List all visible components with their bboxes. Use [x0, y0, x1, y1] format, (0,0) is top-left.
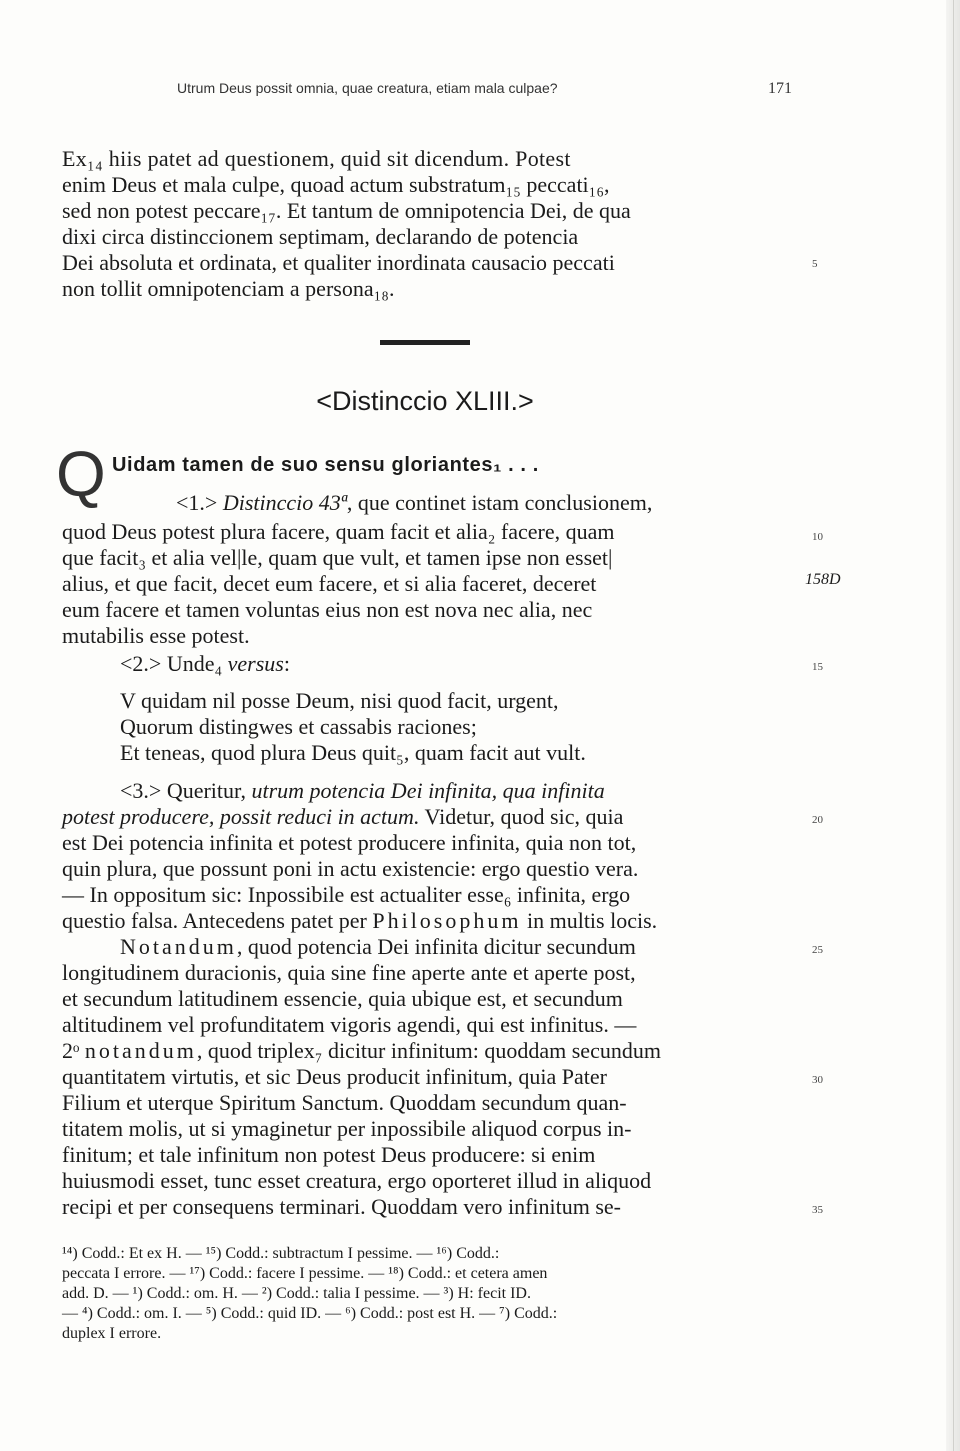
para1-line-3: sed non potest peccare₁₇. Et tantum de omnipotencia Dei, de qua [62, 198, 631, 223]
sec3-marker: <3.> [120, 778, 162, 803]
notandum-word-2: notandum [84, 1038, 197, 1063]
sec1-line-4: alius, et que facit, decet eum facere, et si alia faceret, deceret [62, 571, 597, 596]
sec3-line-1 [120, 778, 800, 804]
para1-line-2: enim Deus et mala culpe, quoad actum substratum₁₅ peccati₁₆, [62, 172, 610, 197]
line-number-5: 5 [812, 258, 818, 270]
notandum-line-7: Filium et uterque Spiritum Sanctum. Quoddam secundum quan- [62, 1090, 627, 1115]
sec3-line-4: quin plura, que possunt poni in actu existencie: ergo questio vera. [62, 856, 639, 881]
sec2-colon: : [283, 651, 290, 676]
sec3-philosophum: Philosophum [372, 908, 522, 933]
sec1-line-5: eum facere et tamen voluntas eius non est nova nec alia, nec [62, 597, 593, 622]
notandum-first-rest: , quod potencia Dei infinita dicitur secundum [236, 934, 636, 959]
notandum-line-2: longitudinem duracionis, quia sine fine aperte ante et aperte post, [62, 960, 636, 985]
para1-line-4: dixi circa distinccionem septimam, declarando de potencia [62, 224, 579, 249]
section-rule [380, 340, 470, 345]
sec3-line-2 [62, 804, 794, 830]
line-number-10: 10 [812, 531, 823, 543]
line-number-25: 25 [812, 944, 823, 956]
margin-reference: 158D [805, 571, 841, 588]
sec1-first-line [176, 490, 796, 516]
sec2-line [120, 651, 740, 677]
verse-2: Quorum distingwes et cassabis raciones; [120, 714, 477, 739]
sec1-label: Distinccio 43ª [222, 490, 347, 515]
incipit-text: Uidam tamen de suo sensu gloriantes₁ . . . [112, 454, 539, 476]
notandum-line-4: altitudinem vel profunditatem vigoris agendi, qui est infinitus. — [62, 1012, 637, 1037]
line-number-20: 20 [812, 814, 823, 826]
line-number-15: 15 [812, 661, 823, 673]
footnote-line-3: add. D. — ¹) Codd.: om. H. — ²) Codd.: talia I pessime. — ³) H: fecit ID. [62, 1285, 531, 1302]
sec3-q2-rest: Videtur, quod sic, quia [419, 804, 624, 829]
sec1-first-rest: , que continet istam conclusionem, [346, 490, 653, 515]
initial-letter: Q [56, 438, 106, 510]
verse-3: Et teneas, quod plura Deus quit₅, quam facit aut vult. [120, 740, 586, 765]
sec3-lead: Queritur, [166, 778, 246, 803]
notandum-line-9: finitum; et tale infinitum non potest Deus producere: si enim [62, 1142, 596, 1167]
notandum-second-rest: , quod triplex₇ dicitur infinitum: quoddam secundum [196, 1038, 661, 1063]
notandum-line-8: titatem molis, ut si ymaginetur per inpossibile aliquod corpus in- [62, 1116, 632, 1141]
sec2-marker: <2.> [120, 651, 162, 676]
notandum-line-3: et secundum latitudinem essencie, quia ubique est, et secundum [62, 986, 623, 1011]
verse-1: V quidam nil posse Deum, nisi quod facit, urgent, [120, 688, 559, 713]
distinction-heading: <Distinccio XLIII.> [316, 386, 534, 416]
notandum-line-5 [62, 1038, 794, 1064]
para1-line-1: Ex₁₄ hiis patet ad questionem, quid sit dicendum. Potest [62, 146, 571, 171]
para1-line-6: non tollit omnipotenciam a persona₁₈. [62, 276, 395, 301]
scan-line [953, 0, 954, 1451]
sec3-last-post: in multis locis. [521, 908, 658, 933]
sec3-line-5: — In oppositum sic: Inpossibile est actualiter esse₆ infinita, ergo [62, 882, 631, 907]
sec3-question-1: utrum potencia Dei infinita, qua infinita [251, 778, 605, 803]
sec1-marker: <1.> [176, 490, 218, 515]
notandum-line-11: recipi et per consequens terminari. Quoddam vero infinitum se- [62, 1194, 621, 1219]
para1-line-5: Dei absoluta et ordinata, et qualiter inordinata causacio peccati [62, 250, 615, 275]
sec2-unde: Unde₄ [166, 651, 223, 676]
footnote-line-2: peccata I errore. — ¹⁷) Codd.: facere I pessime. — ¹⁸) Codd.: et cetera amen [62, 1265, 548, 1282]
sec1-line-6: mutabilis esse potest. [62, 623, 250, 648]
notandum-line-1 [120, 934, 800, 960]
notandum-second-pre: 2ᵒ [62, 1038, 85, 1063]
line-number-30: 30 [812, 1074, 823, 1086]
sec1-line-3: que facit₃ et alia vel|le, quam que vult, et tamen ipse non esset| [62, 545, 613, 570]
footnote-line-4: — ⁴) Codd.: om. I. — ⁵) Codd.: quid ID. — ⁶) Codd.: post est H. — ⁷) Codd.: [62, 1305, 558, 1322]
sec3-last-pre: questio falsa. Antecedens patet per [62, 908, 373, 933]
footnote-line-5: duplex I errore. [62, 1325, 162, 1342]
sec3-question-2: potest producere, possit reduci in actum. [62, 804, 420, 829]
sec3-line-6 [62, 908, 794, 934]
page-number: 171 [768, 80, 792, 97]
line-number-35: 35 [812, 1204, 823, 1216]
notandum-line-6: quantitatem virtutis, et sic Deus producit infinitum, quia Pater [62, 1064, 608, 1089]
footnote-line-1: ¹⁴) Codd.: Et ex H. — ¹⁵) Codd.: subtractum I pessime. — ¹⁶) Codd.: [62, 1245, 500, 1262]
sec1-line-2: quod Deus potest plura facere, quam facit et alia₂ facere, quam [62, 519, 615, 544]
sec2-versus: versus [227, 651, 284, 676]
running-header [177, 80, 792, 96]
notandum-line-10: huiusmodi esset, tunc esset creatura, ergo oporteret illud in aliquod [62, 1168, 652, 1193]
notandum-word-1: Notandum [120, 934, 237, 959]
header-title: Utrum Deus possit omnia, quae creatura, etiam mala culpae? [177, 80, 558, 96]
sec3-line-3: est Dei potencia infinita et potest producere infinita, quia non tot, [62, 830, 637, 855]
